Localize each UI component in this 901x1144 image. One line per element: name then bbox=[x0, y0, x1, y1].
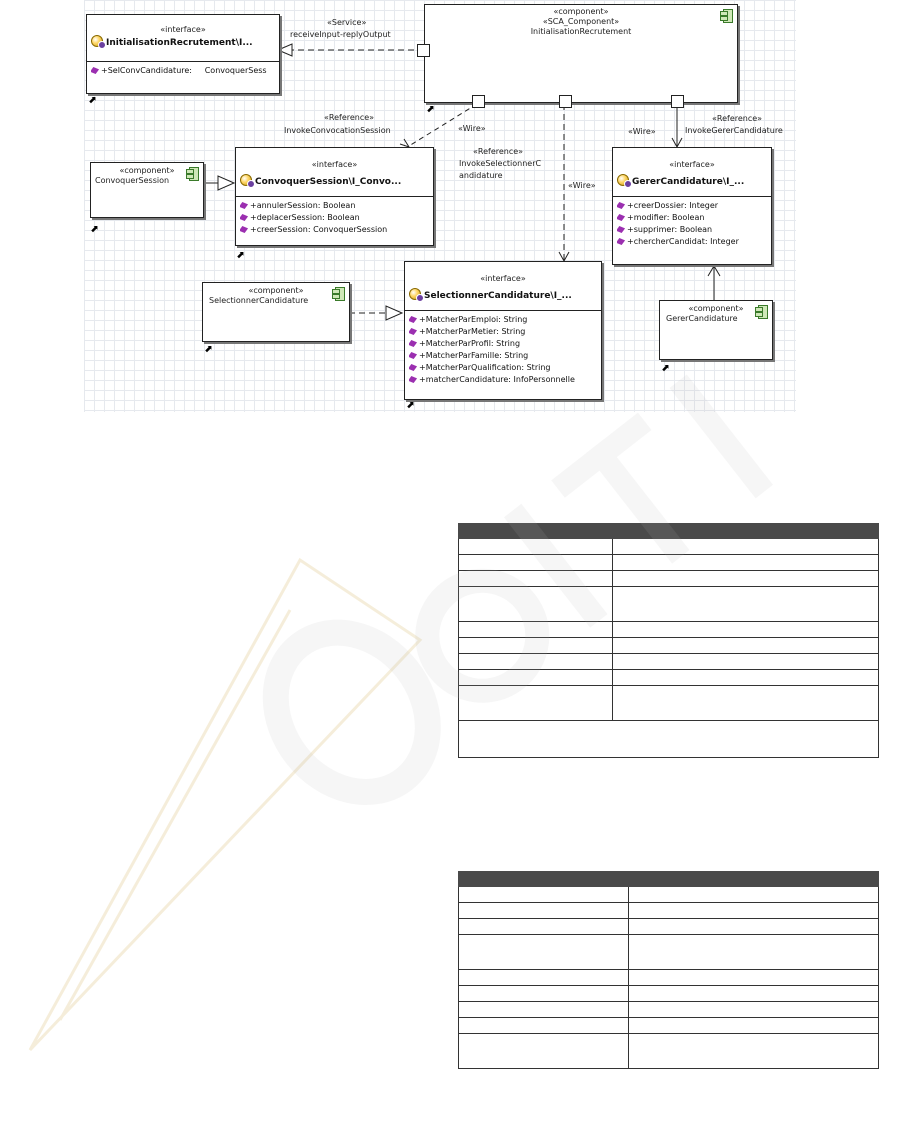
table-cell bbox=[628, 1018, 878, 1034]
table-cell bbox=[628, 1002, 878, 1018]
table-cell bbox=[628, 1034, 878, 1069]
table-cell bbox=[612, 638, 878, 654]
operation-item: +supprimer: Boolean bbox=[617, 224, 767, 236]
table-cell bbox=[628, 970, 878, 986]
operation-icon bbox=[617, 214, 625, 221]
watermark-shape bbox=[30, 560, 420, 1050]
interface-stereotype: «interface» bbox=[160, 25, 206, 34]
table-cell bbox=[459, 539, 613, 555]
interface-icon bbox=[91, 35, 103, 47]
table-row bbox=[459, 903, 879, 919]
operation-item: +MatcherParQualification: String bbox=[409, 362, 597, 374]
reference-port-gerer[interactable] bbox=[671, 95, 684, 108]
operation-item: +creerDossier: Integer bbox=[617, 200, 767, 212]
table-header-row bbox=[459, 872, 879, 887]
interface-stereotype: «interface» bbox=[311, 160, 358, 169]
table-cell bbox=[612, 622, 878, 638]
uml-diagram-canvas bbox=[84, 0, 796, 412]
table-cell bbox=[628, 935, 878, 970]
table-row bbox=[459, 887, 879, 903]
table-cell bbox=[459, 686, 613, 721]
operation-icon bbox=[617, 238, 625, 245]
operation-icon bbox=[240, 226, 248, 233]
shortcut-arrow-icon: ⬈ bbox=[426, 104, 435, 115]
component-stereotype: «component» bbox=[553, 7, 609, 16]
operation-item: +matcherCandidature: InfoPersonnelle bbox=[409, 374, 597, 386]
selectionner-candidature-interface[interactable] bbox=[404, 261, 602, 400]
table-row bbox=[459, 555, 879, 571]
operation-item: +MatcherParMetier: String bbox=[409, 326, 597, 338]
reference-stereotype-label: «Reference» bbox=[324, 113, 375, 122]
shortcut-arrow-icon: ⬈ bbox=[204, 344, 213, 355]
gerer-candidature-interface[interactable] bbox=[612, 147, 772, 265]
wire-label: «Wire» bbox=[628, 127, 656, 136]
operation-icon bbox=[617, 202, 625, 209]
convoquer-session-interface[interactable] bbox=[235, 147, 434, 246]
component-name: InitialisationRecrutement bbox=[530, 27, 632, 36]
reference-name-label: andidature bbox=[459, 171, 503, 180]
table-row bbox=[459, 1018, 879, 1034]
table-cell bbox=[628, 903, 878, 919]
table-cell bbox=[459, 986, 629, 1002]
interface-name: GererCandidature\I_... bbox=[632, 177, 745, 187]
operation-icon bbox=[240, 214, 248, 221]
operation-icon bbox=[409, 340, 417, 347]
table-header-cell bbox=[459, 872, 629, 887]
realization-arrowhead bbox=[278, 44, 292, 56]
table-header-cell bbox=[628, 872, 878, 887]
service-name-label: receiveInput-replyOutput bbox=[290, 30, 391, 39]
table-cell bbox=[612, 686, 878, 721]
component-name: ConvoquerSession bbox=[95, 176, 170, 185]
table-row bbox=[459, 654, 879, 670]
table-row bbox=[459, 587, 879, 622]
table-cell bbox=[628, 887, 878, 903]
reference-port-convocation[interactable] bbox=[472, 95, 485, 108]
interface-name: ConvoquerSession\I_Convo... bbox=[255, 177, 402, 187]
sca-component-stereotype: «SCA_Component» bbox=[542, 17, 620, 26]
table-row bbox=[459, 986, 879, 1002]
reference-name-label: InvokeGererCandidature bbox=[685, 126, 783, 135]
operation-item: +MatcherParProfil: String bbox=[409, 338, 597, 350]
table-cell bbox=[459, 670, 613, 686]
interface-icon bbox=[617, 174, 629, 186]
operation-icon bbox=[409, 316, 417, 323]
table-row bbox=[459, 638, 879, 654]
table-cell bbox=[612, 555, 878, 571]
interface-icon bbox=[409, 288, 421, 300]
table-cell bbox=[459, 1018, 629, 1034]
component-name: GererCandidature bbox=[666, 314, 738, 323]
table-row bbox=[459, 622, 879, 638]
gerer-candidature-component[interactable] bbox=[659, 300, 773, 360]
realization-arrowhead bbox=[218, 176, 234, 190]
table-row bbox=[459, 935, 879, 970]
shortcut-arrow-icon: ⬈ bbox=[661, 363, 670, 374]
table-cell bbox=[612, 587, 878, 622]
table-cell bbox=[459, 571, 613, 587]
shortcut-arrow-icon: ⬈ bbox=[406, 400, 415, 411]
table-row bbox=[459, 686, 879, 721]
service-port[interactable] bbox=[417, 44, 430, 57]
table-cell bbox=[459, 587, 613, 622]
wire-label: «Wire» bbox=[458, 124, 486, 133]
operation-icon bbox=[240, 202, 248, 209]
table-cell bbox=[459, 654, 613, 670]
table-cell bbox=[612, 571, 878, 587]
shortcut-arrow-icon: ⬈ bbox=[236, 250, 245, 261]
table-cell bbox=[459, 903, 629, 919]
table-cell bbox=[459, 622, 613, 638]
interface-title bbox=[87, 35, 279, 49]
interface-stereotype: «interface» bbox=[480, 274, 526, 283]
component-icon bbox=[335, 287, 345, 301]
table-note-cell bbox=[459, 721, 879, 758]
watermark-shape bbox=[60, 610, 290, 1020]
table-cell bbox=[612, 670, 878, 686]
operation-icon bbox=[617, 226, 625, 233]
realization-arrowhead bbox=[386, 306, 402, 320]
interface-stereotype: «interface» bbox=[669, 160, 715, 169]
table-cell bbox=[459, 1034, 629, 1069]
interface-title bbox=[405, 288, 601, 302]
shortcut-arrow-icon: ⬈ bbox=[88, 95, 97, 106]
wire-label: «Wire» bbox=[568, 181, 596, 190]
reference-port-selection[interactable] bbox=[559, 95, 572, 108]
table-row bbox=[459, 1034, 879, 1069]
component-stereotype: «component» bbox=[119, 166, 175, 175]
table-cell bbox=[459, 919, 629, 935]
operation-icon bbox=[409, 364, 417, 371]
table-cell bbox=[628, 986, 878, 1002]
operations-compartment bbox=[405, 310, 601, 388]
interface-name: InitialisationRecrutement\I... bbox=[106, 38, 253, 48]
operation-item: +deplacerSession: Boolean bbox=[240, 212, 429, 224]
operation-item: +MatcherParEmploi: String bbox=[409, 314, 597, 326]
interface-icon bbox=[240, 174, 252, 186]
operation-item: +modifier: Boolean bbox=[617, 212, 767, 224]
operations-compartment bbox=[236, 196, 433, 238]
table-row bbox=[459, 1002, 879, 1018]
operation-icon bbox=[91, 67, 99, 74]
reference-stereotype-label: «Reference» bbox=[473, 147, 524, 156]
operation-item: +creerSession: ConvoquerSession bbox=[240, 224, 429, 236]
operation-item: +annulerSession: Boolean bbox=[240, 200, 429, 212]
interface-title bbox=[613, 174, 771, 188]
operation-icon bbox=[409, 328, 417, 335]
table-cell bbox=[612, 654, 878, 670]
table-cell bbox=[612, 539, 878, 555]
table-upper bbox=[458, 523, 879, 758]
table-cell bbox=[459, 935, 629, 970]
shortcut-arrow-icon: ⬈ bbox=[90, 224, 99, 235]
table-row bbox=[459, 670, 879, 686]
table-cell bbox=[459, 638, 613, 654]
table-row bbox=[459, 721, 879, 758]
component-stereotype: «component» bbox=[688, 304, 744, 313]
component-stereotype: «component» bbox=[248, 286, 304, 295]
operation-icon bbox=[409, 376, 417, 383]
table-cell bbox=[459, 970, 629, 986]
table-cell bbox=[459, 555, 613, 571]
component-icon bbox=[189, 167, 199, 181]
service-stereotype-label: «Service» bbox=[327, 18, 367, 27]
convoquer-session-component[interactable] bbox=[90, 162, 204, 218]
reference-stereotype-label: «Reference» bbox=[712, 114, 763, 123]
operations-compartment bbox=[613, 196, 771, 250]
component-name: SelectionnerCandidature bbox=[209, 296, 309, 305]
component-icon bbox=[723, 9, 733, 23]
interface-title bbox=[236, 174, 433, 188]
table-row bbox=[459, 970, 879, 986]
selectionner-candidature-component[interactable] bbox=[202, 282, 350, 342]
operation-icon bbox=[409, 352, 417, 359]
initialisation-interface[interactable] bbox=[86, 14, 280, 94]
table-cell bbox=[628, 919, 878, 935]
table-lower bbox=[458, 871, 879, 1069]
table-header-cell bbox=[612, 524, 878, 539]
table-header-cell bbox=[459, 524, 613, 539]
initialisation-recrutement-component[interactable] bbox=[424, 4, 738, 103]
operation-item: +SelConvCandidature: ConvoquerSess bbox=[91, 65, 275, 77]
component-icon bbox=[758, 305, 768, 319]
table-row bbox=[459, 539, 879, 555]
wire-arrowhead bbox=[400, 139, 409, 147]
operations-compartment bbox=[87, 61, 279, 79]
operation-item: +chercherCandidat: Integer bbox=[617, 236, 767, 248]
table-row bbox=[459, 571, 879, 587]
reference-name-label: InvokeConvocationSession bbox=[284, 126, 391, 135]
table-cell bbox=[459, 887, 629, 903]
table-cell bbox=[459, 1002, 629, 1018]
interface-name: SelectionnerCandidature\I_... bbox=[424, 291, 572, 301]
table-row bbox=[459, 919, 879, 935]
table-header-row bbox=[459, 524, 879, 539]
operation-item: +MatcherParFamille: String bbox=[409, 350, 597, 362]
reference-name-label: InvokeSelectionnerC bbox=[459, 159, 542, 168]
